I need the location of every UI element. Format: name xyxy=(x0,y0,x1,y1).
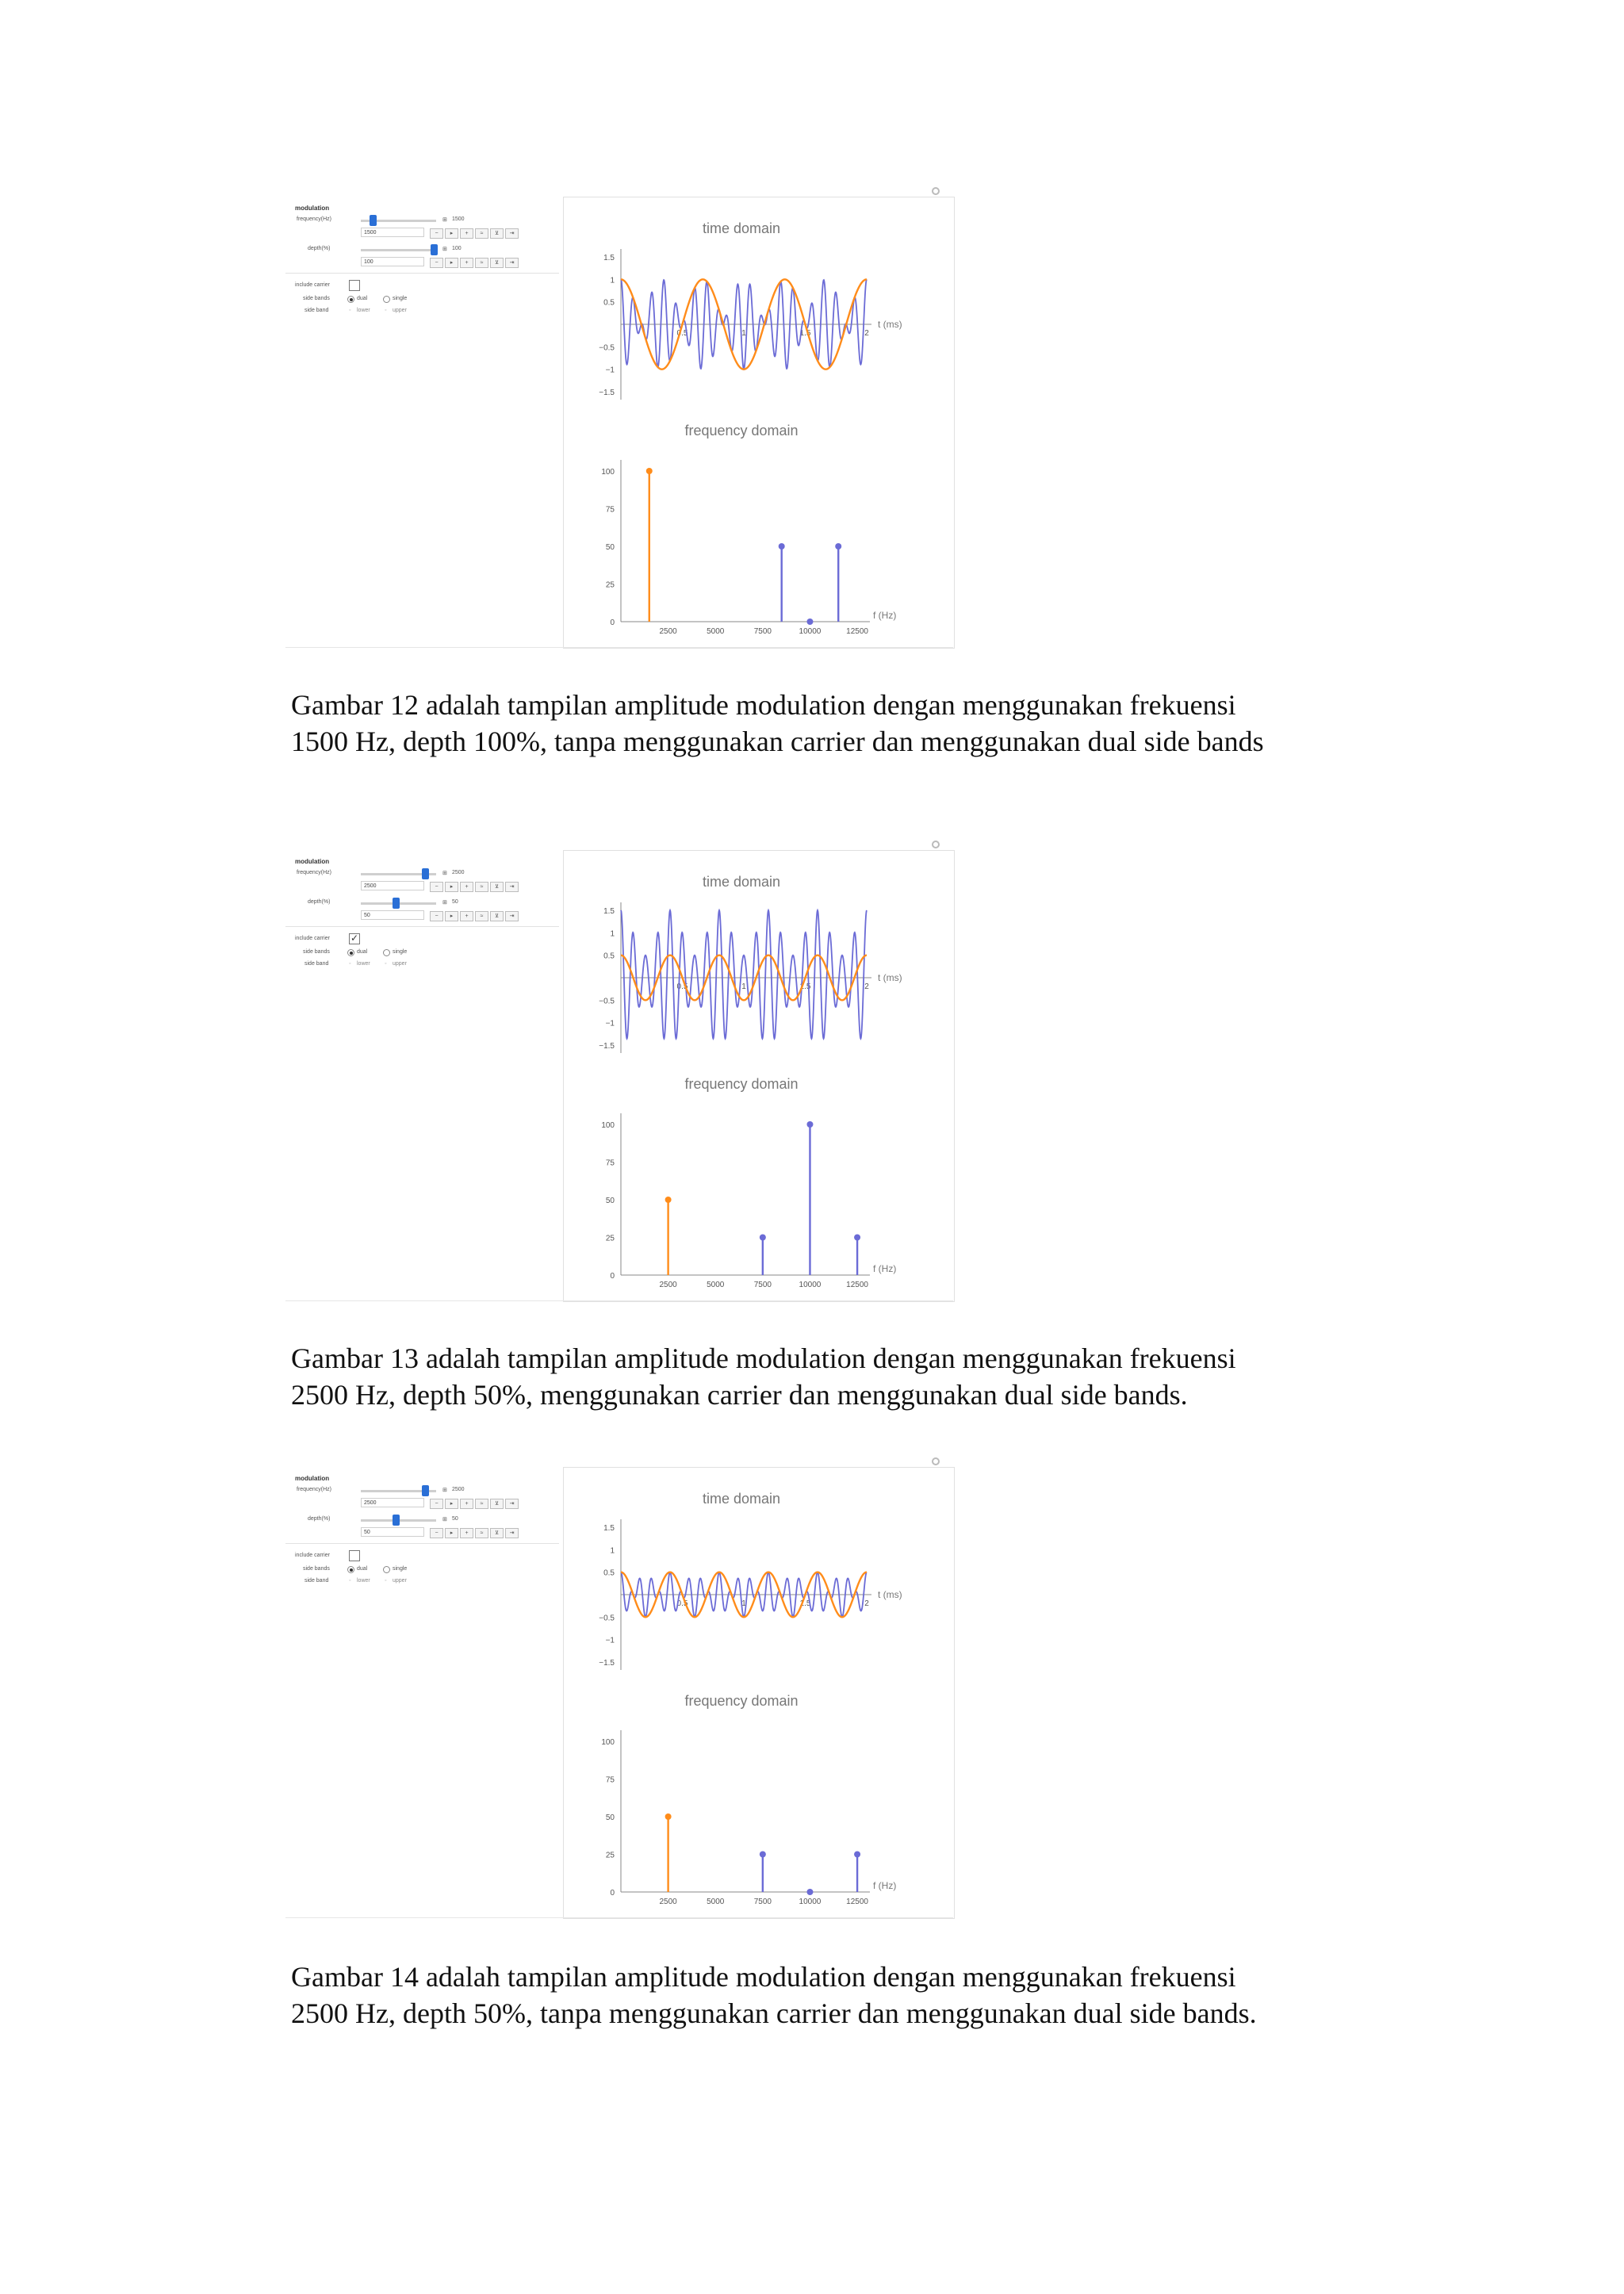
play-icon[interactable]: ▸ xyxy=(445,228,458,239)
frequency-domain-title: frequency domain xyxy=(684,1076,799,1092)
slower-icon[interactable]: ⊻ xyxy=(490,882,504,892)
spectrum-stem-marker xyxy=(646,468,653,474)
x-tick-label: 2 xyxy=(864,1599,869,1608)
spectrum-stem-marker xyxy=(806,1121,813,1128)
y-tick-label: 25 xyxy=(605,580,615,590)
spectrum-stem-marker xyxy=(854,1235,860,1241)
x-tick-label: 2500 xyxy=(659,1281,677,1289)
side-band-option-upper: upper xyxy=(393,308,407,313)
x-tick-label: 5000 xyxy=(707,1898,725,1906)
minus-icon[interactable]: − xyxy=(430,1528,443,1538)
figure-12 xyxy=(285,181,959,649)
include-carrier-label: include carrier xyxy=(295,1553,330,1558)
frequency-domain-title: frequency domain xyxy=(684,423,799,439)
minus-icon[interactable]: − xyxy=(430,1499,443,1509)
frequency-slider-thumb[interactable] xyxy=(422,868,429,879)
depth-animator-buttons xyxy=(430,258,519,268)
frequency-input[interactable]: 2500 xyxy=(361,881,424,890)
y-tick-label: −1 xyxy=(605,366,615,375)
x-tick-label: 7500 xyxy=(753,1898,772,1906)
side-band-option-upper: upper xyxy=(393,961,407,967)
side-bands-option-single: single xyxy=(393,1566,408,1572)
faster-icon[interactable]: ≈ xyxy=(475,1528,488,1538)
x-axis-label: f (Hz) xyxy=(873,1880,897,1891)
x-tick-label: 1.5 xyxy=(799,982,811,991)
side-band-option-upper: upper xyxy=(393,1578,407,1584)
x-tick-label: 1.5 xyxy=(799,1599,811,1608)
side-bands-label: side bands xyxy=(303,1566,330,1572)
chart-panel xyxy=(563,197,955,649)
x-tick-label: 12500 xyxy=(846,627,868,636)
y-tick-label: 100 xyxy=(601,1738,615,1747)
frequency-animator-buttons xyxy=(430,228,519,239)
y-tick-label: 25 xyxy=(605,1234,615,1243)
plus-icon: ⊞ xyxy=(442,900,447,906)
y-tick-label: 1.5 xyxy=(603,1524,615,1533)
y-tick-label: 1.5 xyxy=(603,907,615,916)
end-icon[interactable]: ⇥ xyxy=(505,1528,519,1538)
plus-icon: ⊞ xyxy=(442,217,447,223)
caption-13 xyxy=(291,1340,1417,1413)
y-tick-label: 1 xyxy=(610,1546,615,1556)
plus-icon[interactable]: + xyxy=(460,882,473,892)
y-tick-label: 25 xyxy=(605,1851,615,1860)
y-tick-label: 0 xyxy=(610,618,615,627)
y-tick-label: 1.5 xyxy=(603,254,615,262)
caption-line: 2500 Hz, depth 50%, menggunakan carrier dan menggunakan dual side bands. xyxy=(291,1379,1188,1411)
frequency-value: 1500 xyxy=(452,216,465,222)
spectrum-stem-marker xyxy=(806,1889,813,1895)
side-bands-radio-dual[interactable] xyxy=(347,949,354,956)
x-tick-label: 2 xyxy=(864,329,869,338)
faster-icon[interactable]: ≈ xyxy=(475,258,488,268)
minus-icon[interactable]: − xyxy=(430,258,443,268)
side-band-radio-lower[interactable]: ◦ xyxy=(349,308,351,313)
divider xyxy=(285,926,559,927)
spectrum-stem-marker xyxy=(760,1235,766,1241)
depth-value: 100 xyxy=(452,246,462,251)
side-bands-option-single: single xyxy=(393,296,408,301)
time-domain-title: time domain xyxy=(702,874,781,890)
chart-panel xyxy=(563,1467,955,1919)
side-band-option-lower: lower xyxy=(357,308,370,313)
depth-slider[interactable] xyxy=(361,249,436,251)
frequency-input[interactable]: 2500 xyxy=(361,1498,424,1507)
depth-input[interactable]: 50 xyxy=(361,910,424,920)
include-carrier-checkbox[interactable] xyxy=(349,280,360,291)
y-tick-label: 0.5 xyxy=(603,1568,615,1578)
depth-animator-buttons xyxy=(430,1528,519,1538)
faster-icon[interactable]: ≈ xyxy=(475,911,488,921)
y-tick-label: −1 xyxy=(605,1019,615,1028)
play-icon[interactable]: ▸ xyxy=(445,258,458,268)
x-tick-label: 12500 xyxy=(846,1281,868,1289)
y-tick-label: 0.5 xyxy=(603,298,615,308)
caption-12 xyxy=(291,687,1417,760)
end-icon[interactable]: ⇥ xyxy=(505,228,519,239)
minus-icon[interactable]: − xyxy=(430,882,443,892)
x-tick-label: 7500 xyxy=(753,627,772,636)
depth-input[interactable]: 50 xyxy=(361,1527,424,1537)
minus-icon[interactable]: − xyxy=(430,228,443,239)
slower-icon[interactable]: ⊻ xyxy=(490,228,504,239)
depth-slider-thumb[interactable] xyxy=(393,1515,400,1526)
x-tick-label: 5000 xyxy=(707,1281,725,1289)
frequency-domain-title: frequency domain xyxy=(684,1693,799,1709)
divider xyxy=(285,1917,953,1918)
depth-input[interactable]: 100 xyxy=(361,257,424,266)
side-band-radio-upper[interactable]: ◦ xyxy=(385,961,387,967)
slower-icon[interactable]: ⊻ xyxy=(490,911,504,921)
faster-icon[interactable]: ≈ xyxy=(475,882,488,892)
depth-value: 50 xyxy=(452,1516,458,1522)
x-tick-label: 5000 xyxy=(707,627,725,636)
caption-14 xyxy=(291,1959,1417,2032)
caption-line: 2500 Hz, depth 50%, tanpa menggunakan carrier dan menggunakan dual side bands. xyxy=(291,1997,1257,2029)
x-tick-label: 1.5 xyxy=(799,329,811,338)
caption-line: Gambar 12 adalah tampilan amplitude modulation dengan menggunakan frekuensi xyxy=(291,689,1236,721)
chart-svg xyxy=(564,197,954,648)
slower-icon[interactable]: ⊻ xyxy=(490,1528,504,1538)
plus-icon[interactable]: + xyxy=(460,1499,473,1509)
time-domain-title: time domain xyxy=(702,220,781,236)
y-tick-label: 1 xyxy=(610,276,615,285)
panel-title: modulation xyxy=(295,205,330,212)
side-bands-option-dual: dual xyxy=(357,296,368,301)
plus-icon[interactable]: + xyxy=(460,258,473,268)
plus-icon[interactable]: + xyxy=(460,911,473,921)
gear-icon[interactable] xyxy=(932,1457,940,1465)
y-tick-label: 1 xyxy=(610,929,615,939)
play-icon[interactable]: ▸ xyxy=(445,1528,458,1538)
frequency-input[interactable]: 1500 xyxy=(361,228,424,237)
faster-icon[interactable]: ≈ xyxy=(475,1499,488,1509)
x-axis-label: f (Hz) xyxy=(873,610,897,621)
x-tick-label: 0.5 xyxy=(676,329,688,338)
x-tick-label: 0.5 xyxy=(676,982,688,991)
depth-label: depth(%) xyxy=(308,899,331,905)
include-carrier-checkbox[interactable]: ✓ xyxy=(350,933,359,944)
depth-animator-buttons xyxy=(430,911,519,921)
caption-line: 1500 Hz, depth 100%, tanpa menggunakan carrier dan menggunakan dual side bands xyxy=(291,726,1264,757)
depth-label: depth(%) xyxy=(308,246,331,251)
caption-line: Gambar 14 adalah tampilan amplitude modulation dengan menggunakan frekuensi xyxy=(291,1961,1236,1993)
x-tick-label: 12500 xyxy=(846,1898,868,1906)
x-tick-label: 2 xyxy=(864,982,869,991)
plus-icon[interactable]: + xyxy=(460,1528,473,1538)
y-tick-label: −1 xyxy=(605,1636,615,1645)
time-domain-title: time domain xyxy=(702,1491,781,1507)
side-band-radio-lower[interactable]: ◦ xyxy=(349,961,351,967)
y-tick-label: 50 xyxy=(605,1197,615,1205)
y-tick-label: 50 xyxy=(605,1813,615,1822)
spectrum-stem-marker xyxy=(760,1852,766,1858)
depth-label: depth(%) xyxy=(308,1516,331,1522)
spectrum-stem-marker xyxy=(779,543,785,550)
panel-title: modulation xyxy=(295,1475,330,1482)
end-icon[interactable]: ⇥ xyxy=(505,1499,519,1509)
side-bands-option-dual: dual xyxy=(357,949,368,955)
divider xyxy=(285,273,559,274)
frequency-animator-buttons xyxy=(430,882,519,892)
frequency-label: frequency(Hz) xyxy=(297,870,331,875)
spectrum-stem-marker xyxy=(665,1813,672,1820)
y-tick-label: 100 xyxy=(601,468,615,477)
frequency-slider-thumb[interactable] xyxy=(370,215,377,226)
gear-icon[interactable] xyxy=(932,187,940,195)
side-bands-radio-dual[interactable] xyxy=(347,1566,354,1573)
faster-icon[interactable]: ≈ xyxy=(475,228,488,239)
slower-icon[interactable]: ⊻ xyxy=(490,1499,504,1509)
depth-value: 50 xyxy=(452,899,458,905)
frequency-value: 2500 xyxy=(452,1487,465,1492)
control-panel xyxy=(285,205,559,339)
control-panel xyxy=(285,1475,559,1610)
y-tick-label: −1.5 xyxy=(599,1042,615,1051)
side-band-label: side band xyxy=(304,961,329,967)
spectrum-stem-marker xyxy=(854,1852,860,1858)
side-band-option-lower: lower xyxy=(357,1578,370,1584)
plus-icon: ⊞ xyxy=(442,871,447,876)
y-tick-label: 75 xyxy=(605,1775,615,1785)
side-bands-radio-single[interactable] xyxy=(383,949,390,956)
control-panel xyxy=(285,858,559,993)
side-band-radio-upper[interactable]: ◦ xyxy=(385,1578,387,1584)
include-carrier-label: include carrier xyxy=(295,936,330,941)
chart-panel xyxy=(563,850,955,1302)
panel-title: modulation xyxy=(295,858,330,865)
x-tick-label: 1 xyxy=(741,1599,746,1608)
y-tick-label: 0 xyxy=(610,1272,615,1281)
gear-icon[interactable] xyxy=(932,841,940,848)
spectrum-stem-marker xyxy=(835,543,841,550)
side-bands-radio-single[interactable] xyxy=(383,296,390,303)
frequency-value: 2500 xyxy=(452,870,465,875)
x-tick-label: 10000 xyxy=(799,627,822,636)
x-tick-label: 2500 xyxy=(659,1898,677,1906)
figure-14 xyxy=(285,1451,959,1919)
spectrum-stem-marker xyxy=(665,1197,672,1203)
side-band-radio-lower[interactable]: ◦ xyxy=(349,1578,351,1584)
y-tick-label: −1.5 xyxy=(599,1659,615,1668)
include-carrier-label: include carrier xyxy=(295,282,330,288)
play-icon[interactable]: ▸ xyxy=(445,911,458,921)
side-bands-radio-dual[interactable] xyxy=(347,296,354,303)
side-band-label: side band xyxy=(304,308,329,313)
divider xyxy=(285,1543,559,1544)
plus-icon: ⊞ xyxy=(442,247,447,252)
side-bands-option-single: single xyxy=(393,949,408,955)
side-bands-radio-single[interactable] xyxy=(383,1566,390,1573)
end-icon[interactable]: ⇥ xyxy=(505,882,519,892)
minus-icon[interactable]: − xyxy=(430,911,443,921)
x-tick-label: 10000 xyxy=(799,1898,822,1906)
frequency-animator-buttons xyxy=(430,1499,519,1509)
x-tick-label: 10000 xyxy=(799,1281,822,1289)
depth-slider-thumb[interactable] xyxy=(431,244,438,255)
chart-svg xyxy=(564,851,954,1301)
spectrum-stem-marker xyxy=(806,618,813,625)
end-icon[interactable]: ⇥ xyxy=(505,258,519,268)
divider xyxy=(285,1300,953,1301)
x-tick-label: 2500 xyxy=(659,627,677,636)
figure-13 xyxy=(285,834,959,1302)
plus-icon: ⊞ xyxy=(442,1517,447,1522)
y-tick-label: 0.5 xyxy=(603,952,615,961)
side-band-label: side band xyxy=(304,1578,329,1584)
play-icon[interactable]: ▸ xyxy=(445,1499,458,1509)
y-tick-label: 0 xyxy=(610,1889,615,1898)
x-axis-label: t (ms) xyxy=(878,972,902,983)
x-axis-label: f (Hz) xyxy=(873,1263,897,1274)
y-tick-label: 75 xyxy=(605,1158,615,1168)
plus-icon: ⊞ xyxy=(442,1488,447,1493)
x-axis-label: t (ms) xyxy=(878,319,902,330)
x-axis-label: t (ms) xyxy=(878,1589,902,1600)
side-bands-label: side bands xyxy=(303,949,330,955)
side-band-radio-upper[interactable]: ◦ xyxy=(385,308,387,313)
side-bands-option-dual: dual xyxy=(357,1566,368,1572)
slower-icon[interactable]: ⊻ xyxy=(490,258,504,268)
y-tick-label: −1.5 xyxy=(599,389,615,397)
y-tick-label: −0.5 xyxy=(599,997,615,1006)
x-tick-label: 7500 xyxy=(753,1281,772,1289)
end-icon[interactable]: ⇥ xyxy=(505,911,519,921)
x-tick-label: 1 xyxy=(741,329,746,338)
include-carrier-checkbox[interactable] xyxy=(349,1550,360,1561)
y-tick-label: 75 xyxy=(605,505,615,515)
plus-icon[interactable]: + xyxy=(460,228,473,239)
y-tick-label: −0.5 xyxy=(599,1614,615,1623)
divider xyxy=(285,647,953,648)
frequency-slider-thumb[interactable] xyxy=(422,1485,429,1496)
depth-slider-thumb[interactable] xyxy=(393,898,400,909)
caption-line: Gambar 13 adalah tampilan amplitude modulation dengan menggunakan frekuensi xyxy=(291,1342,1236,1374)
frequency-label: frequency(Hz) xyxy=(297,1487,331,1492)
side-bands-label: side bands xyxy=(303,296,330,301)
y-tick-label: 50 xyxy=(605,543,615,552)
side-band-option-lower: lower xyxy=(357,961,370,967)
x-tick-label: 0.5 xyxy=(676,1599,688,1608)
x-tick-label: 1 xyxy=(741,982,746,991)
y-tick-label: 100 xyxy=(601,1121,615,1130)
play-icon[interactable]: ▸ xyxy=(445,882,458,892)
modulated-signal-line xyxy=(621,910,867,1039)
y-tick-label: −0.5 xyxy=(599,343,615,353)
chart-svg xyxy=(564,1468,954,1918)
frequency-label: frequency(Hz) xyxy=(297,216,331,222)
